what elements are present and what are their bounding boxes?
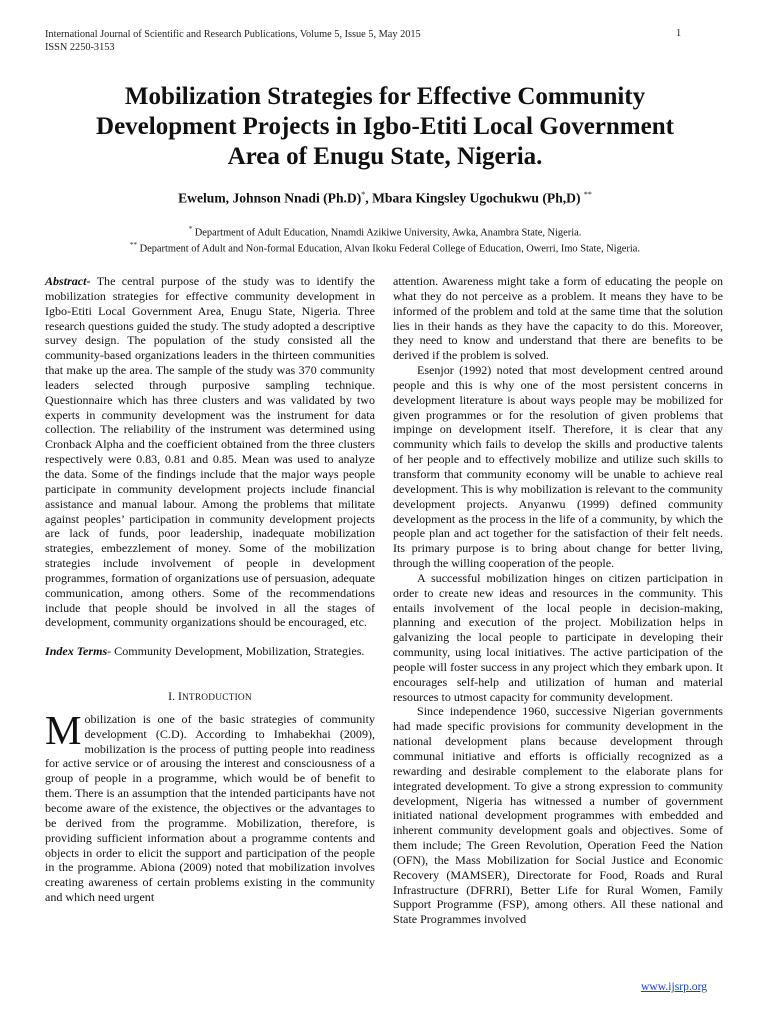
paper-title <box>40 82 730 172</box>
affiliations <box>40 223 730 256</box>
left-column <box>45 274 375 905</box>
author-separator: , <box>365 190 373 206</box>
author-2-mark: ** <box>583 190 592 199</box>
page-number: 1 <box>676 28 682 39</box>
author-2: Mbara Kingsley Ugochukwu (Ph,D) <box>372 190 581 206</box>
title-line-1: Mobilization Strategies for Effective Community <box>124 83 646 110</box>
index-terms-label: Index Terms <box>45 644 108 659</box>
introduction-paragraph-1 <box>45 706 375 905</box>
drop-cap: M <box>45 706 82 753</box>
section-number: I. <box>168 689 176 704</box>
right-column <box>393 274 723 927</box>
index-terms <box>45 644 375 659</box>
abstract-text: The central purpose of the study was to identify the mobilization strategies for effective community development in Igbo-Etiti Local Government Area, Enugu State, Nigeria. Three research questions guided the study. The study adopted a descriptive survey design. The population of the study consisted all the community-based organizations leaders in the thirteen communities that make up the area. The sample of the study was 370 community leaders selected through purposive sampling technique. Questionnaire which has three clusters and was validated by two experts in community development was the instrument for data collection. The reliability of the instrument was determined using Cronback Alpha and the coefficient obtained from the three clusters respectively were 0.83, 0.81 and 0.85. Mean was used to analyze the data. Some of the findings include that the major ways people participate in community development projects include financial assistance and manual labour. Among the problems that militate against peoples’ participation in community development projects are lack of funds, poor leadership, inadequate mobilization strategies, embezzlement of money. Some of the mobilization strategies include involvement of people in development programmes, formation of organizations use of persuasion, adequate communication, among others. Some of the recommendations include that people should be involved in all the stages of development, community organizations should be encouraged, etc. <box>45 274 375 630</box>
introduction-paragraph-1-text: obilization is one of the basic strategies of community development (C.D). According to Imhabekhai (2009), mobilization is the process of putting people into readiness for active service or of arousing the interest and consciousness of a group of people in a programme, which would be of benefit to them. There is an assumption that the intended participants have not become aware of the existence, the objectives or the advantages to be derived from the programme. Mobilization, therefore, is providing sufficient information about a programme contents and objects in order to elicit the support and participation of the people in the programme. Abiona (2009) noted that mobilization involves creating awareness of certain problems existing in the community and which need urgent <box>45 711 375 905</box>
journal-line: International Journal of Scientific and Research Publications, Volume 5, Issue 5, May 2015 <box>45 29 421 40</box>
title-line-2: Development Projects in Igbo-Etiti Local Government <box>96 113 674 140</box>
index-terms-text: - Community Development, Mobilization, Strategies. <box>107 644 365 659</box>
author-1-mark: * <box>361 190 366 199</box>
section-heading-first-letter: I <box>178 689 182 704</box>
right-paragraph-2: Esenjor (1992) noted that most development centred around people and this is why one of the most persistent concerns in development literature is about ways people may be mobilized for given programmes or for the resolution of given problems that impinge on development itself. Therefore, it is clear that any community which fails to develop the skills and productive talents of her people and to effectively mobilize and utilize such skills to transform that community economy will be unable to achieve real development. This is why mobilization is relevant to the community development projects. Anyanwu (1999) defined community development as the process in the life of a community, by which the people plan and act together for the satisfaction of their felt needs. Its primary purpose is to bring about change for better living, through the willing cooperation of the people. <box>393 363 723 571</box>
right-paragraph-4: Since independence 1960, successive Nigerian governments had made specific provisions for community development in the national development plans because development through communal initiative and efforts is officially recognized as a rewarding and desirable complement to the elaborate plans for integrated development. To give a strong expression to community development, Nigeria has witnessed a number of government initiated national development programmes with embedded and inherent community development goals and objectives. Some of them include; The Green Revolution, Operation Feed the Nation (OFN), the Mass Mobilization for Social Justice and Economic Recovery (MAMSER), Directorate for Food, Roads and Rural Infrastructure (DFRRI), Better Life for Rural Women, Family Support Programme (FSP), among others. All these national and State Programmes involved <box>393 704 723 927</box>
running-header <box>45 28 421 54</box>
right-paragraph-1: attention. Awareness might take a form of educating the people on what they do not perceive as a problem. It means they have to be informed of the problem and told at the same time that the solution lies in their hands as they have the capacity to do this. Moreover, they need to know and understand that there are benefits to be derived if the problem is solved. <box>393 274 723 363</box>
affiliation-2-text: Department of Adult and Non-formal Education, Alvan Ikoku Federal College of Education, Owerri, Imo State, Nigeria. <box>137 243 640 255</box>
affiliation-2-mark: ** <box>130 241 138 250</box>
issn: ISSN 2250-3153 <box>45 42 115 53</box>
section-heading-rest: NTRODUCTION <box>181 693 252 704</box>
author-1: Ewelum, Johnson Nnadi (Ph.D) <box>178 190 362 206</box>
journal-website-link[interactable]: www.ijsrp.org <box>641 980 708 993</box>
author-list <box>40 186 730 208</box>
abstract-label: Abstract- <box>45 274 91 288</box>
title-line-3: Area of Enugu State, Nigeria. <box>227 143 543 170</box>
affiliation-1 <box>40 223 730 239</box>
right-paragraph-3: A successful mobilization hinges on citizen participation in order to create new ideas and resources in the community. This entails involvement of the local people in decision-making, planning and execution of the project. Mobilization helps in galvanizing the local people to participate in developing their community, using local initiatives. The active participation of the people will foster success in any project which they embark upon. It encourages self-help and utilization of human and material resources to utmost capacity for community development. <box>393 570 723 704</box>
affiliation-1-text: Department of Adult Education, Nnamdi Azikiwe University, Awka, Anambra State, Nigeria. <box>192 227 582 239</box>
abstract <box>45 274 375 630</box>
affiliation-2 <box>40 239 730 255</box>
section-heading-introduction <box>45 689 375 706</box>
affiliation-1-mark: * <box>188 225 193 233</box>
